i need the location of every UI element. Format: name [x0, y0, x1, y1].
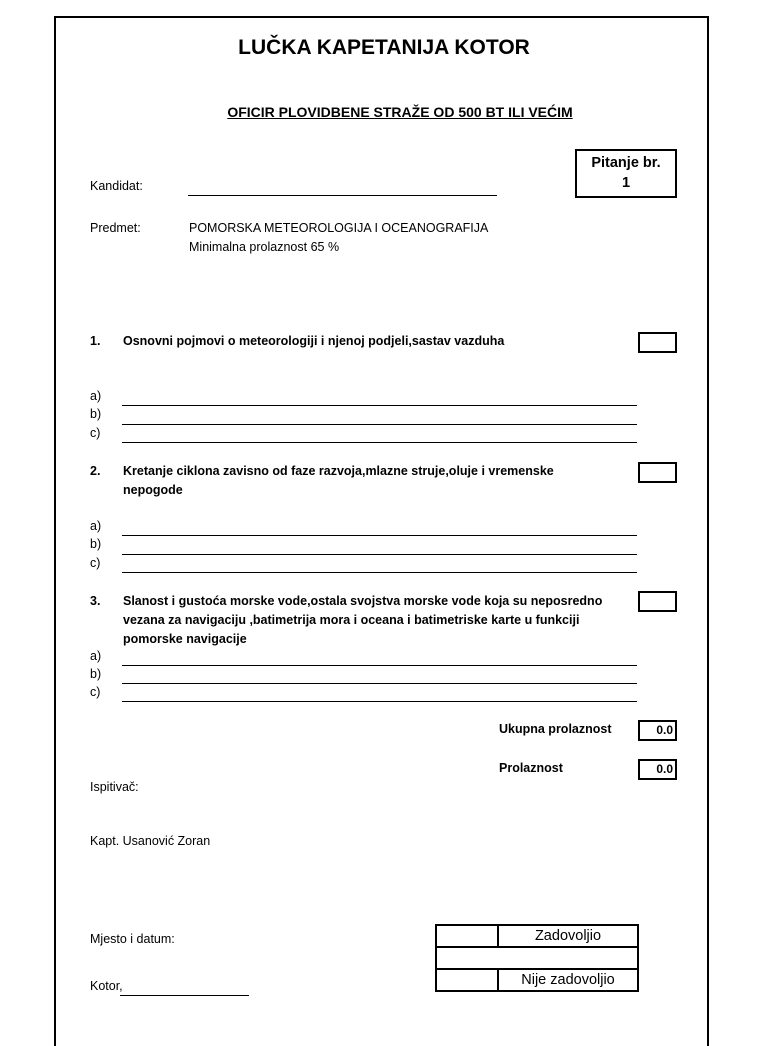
question-number-box — [575, 149, 677, 198]
question-2-answer-line-b[interactable] — [122, 554, 637, 555]
question-1-line: Osnovni pojmovi o meteorologiji i njenoj podjeli,sastav vazduha — [123, 334, 505, 348]
question-3-option-a: a) — [90, 649, 102, 663]
question-1-answer-line-b[interactable] — [122, 424, 637, 425]
question-1-score-box[interactable] — [638, 332, 677, 353]
question-1-option-a: a) — [90, 389, 102, 403]
pass-label: Prolaznost — [499, 761, 563, 775]
question-3-answer-line-b[interactable] — [122, 683, 637, 684]
page-title: LUČKA KAPETANIJA KOTOR — [238, 36, 530, 59]
question-2-line: Kretanje ciklona zavisno od faze razvoja,mlazne struje,oluje i vremenske — [123, 464, 554, 478]
question-3-line: vezana za navigaciju ,batimetrija mora i oceana i batimetriske karte u funkciji — [123, 613, 580, 627]
question-1-answer-line-c[interactable] — [122, 442, 637, 443]
question-2-text — [123, 462, 613, 500]
satisfied-checkbox[interactable] — [436, 925, 498, 947]
examiner-name: Kapt. Usanović Zoran — [90, 834, 211, 848]
question-3-option-c: c) — [90, 685, 101, 699]
question-3-line: pomorske navigacije — [123, 632, 247, 646]
question-1-answer-line-a[interactable] — [122, 405, 637, 406]
satisfied-label: Zadovoljio — [498, 925, 638, 947]
total-pass-value: 0.0 — [638, 720, 677, 741]
question-number-label: Pitanje br. — [591, 155, 661, 171]
question-1-text — [123, 332, 613, 351]
subject-label: Predmet: — [90, 221, 141, 235]
question-1-number: 1. — [90, 334, 101, 348]
total-pass-label: Ukupna prolaznost — [499, 722, 612, 736]
place-date-field[interactable] — [120, 995, 249, 996]
question-2-option-a: a) — [90, 519, 102, 533]
place-date-label: Mjesto i datum: — [90, 932, 175, 946]
question-3-score-box[interactable] — [638, 591, 677, 612]
not-satisfied-checkbox[interactable] — [436, 969, 498, 991]
question-2-answer-line-c[interactable] — [122, 572, 637, 573]
examiner-label: Ispitivač: — [90, 780, 139, 794]
page-subtitle: OFICIR PLOVIDBENE STRAŽE OD 500 BT ILI VEĆIM — [227, 104, 573, 120]
question-2-score-box[interactable] — [638, 462, 677, 483]
not-satisfied-label: Nije zadovoljio — [498, 969, 638, 991]
question-3-text — [123, 592, 613, 649]
pass-rate-note: Minimalna prolaznost 65 % — [189, 240, 340, 254]
question-2-line: nepogode — [123, 483, 183, 497]
result-spacer-row — [436, 947, 638, 969]
result-table — [435, 924, 639, 992]
question-1-option-c: c) — [90, 426, 101, 440]
candidate-label: Kandidat: — [90, 179, 143, 193]
question-2-number: 2. — [90, 464, 101, 478]
candidate-field[interactable] — [188, 195, 497, 196]
question-1-option-b: b) — [90, 407, 102, 421]
pass-value: 0.0 — [638, 759, 677, 780]
subject-name: POMORSKA METEOROLOGIJA I OCEANOGRAFIJA — [189, 221, 489, 235]
question-2-answer-line-a[interactable] — [122, 535, 637, 536]
question-3-answer-line-c[interactable] — [122, 701, 637, 702]
question-3-line: Slanost i gustoća morske vode,ostala svojstva morske vode koja su neposredno — [123, 594, 603, 608]
question-3-answer-line-a[interactable] — [122, 665, 637, 666]
question-number-value: 1 — [621, 175, 631, 191]
question-3-option-b: b) — [90, 667, 102, 681]
question-2-option-b: b) — [90, 537, 102, 551]
question-2-option-c: c) — [90, 556, 101, 570]
place-label: Kotor, — [90, 979, 123, 993]
question-3-number: 3. — [90, 594, 101, 608]
